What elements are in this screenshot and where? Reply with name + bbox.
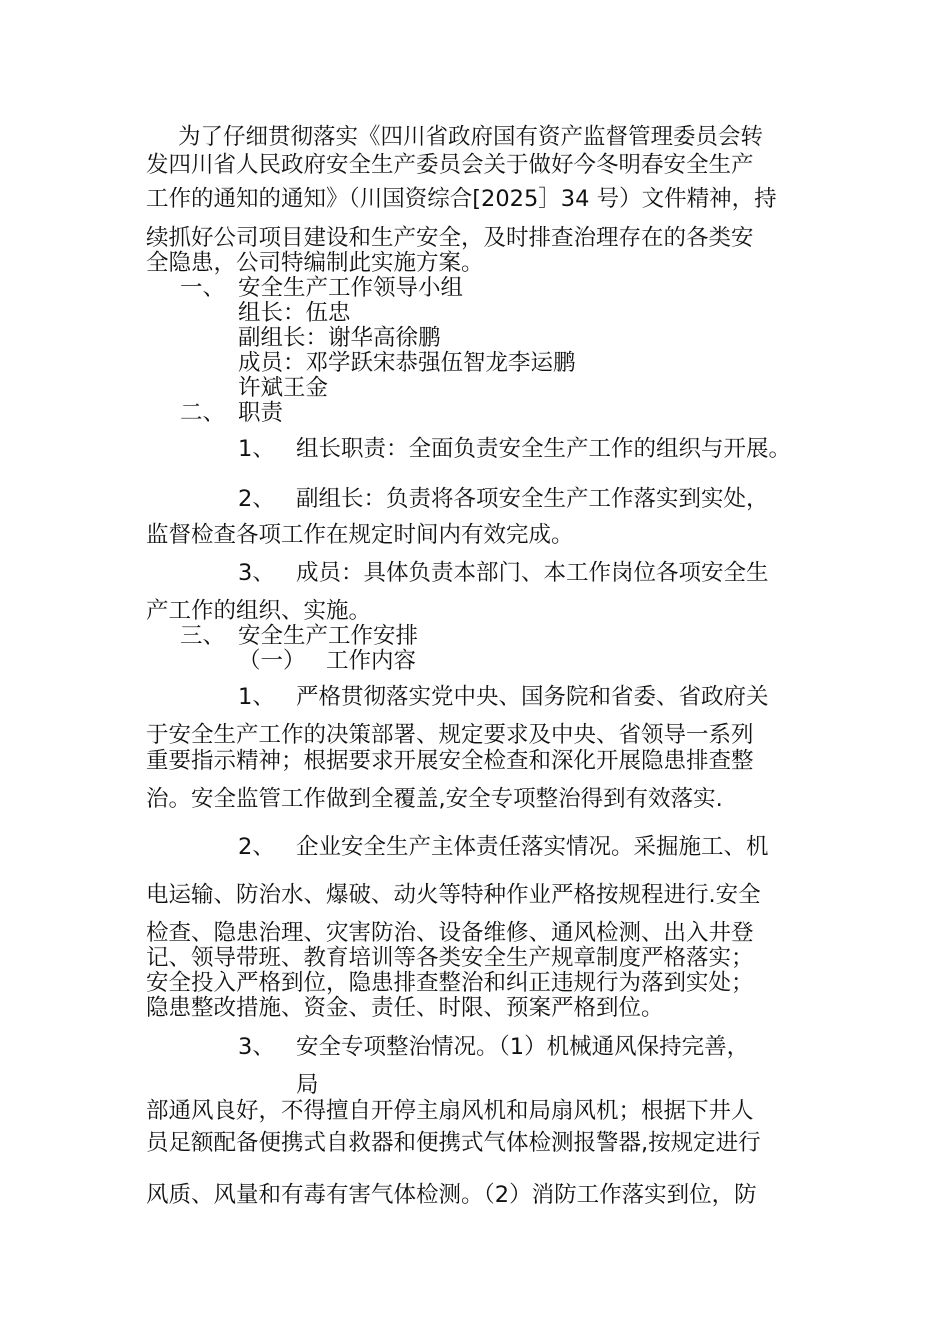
- item-line: 风质、风量和有毒有害气体检测。（2）消防工作落实到位，防: [146, 1182, 757, 1208]
- item-number: 2、: [238, 486, 275, 512]
- item-line: 员足额配备便携式自救器和便携式气体检测报警器,按规定进行: [146, 1130, 761, 1156]
- section-title: 安全生产工作安排: [238, 623, 419, 649]
- group-leader: 组长：伍忠: [238, 300, 351, 326]
- item-number: 3、: [238, 1034, 275, 1060]
- subsection-title: 工作内容: [326, 648, 417, 674]
- intro-line: 为了仔细贯彻落实《四川省政府国有资产监督管理委员会转: [178, 124, 764, 150]
- item-number: 2、: [238, 834, 275, 860]
- item-line: 局: [296, 1072, 319, 1098]
- item-line: 记、领导带班、教育培训等各类安全生产规章制度严格落实；: [146, 945, 754, 971]
- item-line: 安全专项整治情况。（1）机械通风保持完善，: [296, 1034, 750, 1060]
- item-line: 于安全生产工作的决策部署、规定要求及中央、省领导一系列: [146, 722, 754, 748]
- item-line: 安全投入严格到位，隐患排查整治和纠正违规行为落到实处；: [146, 970, 754, 996]
- item-line: 部通风良好，不得擅自开停主扇风机和局扇风机；根据下井人: [146, 1098, 754, 1124]
- section-number: 二、: [180, 400, 226, 426]
- item-line: 副组长：负责将各项安全生产工作落实到实处，: [296, 486, 769, 512]
- item-line: 严格贯彻落实党中央、国务院和省委、省政府关: [296, 684, 769, 710]
- item-number: 3、: [238, 560, 275, 586]
- item-line: 监督检查各项工作在规定时间内有效完成。: [146, 522, 574, 548]
- intro-line: 全隐患，公司特编制此实施方案。: [146, 250, 484, 276]
- section-number: 三、: [180, 623, 226, 649]
- item-line: 治。安全监管工作做到全覆盖,安全专项整治得到有效落实.: [146, 786, 723, 812]
- item-line: 电运输、防治水、爆破、动火等特种作业严格按规程进行.安全: [146, 882, 761, 908]
- subsection-number: （一）: [238, 648, 306, 674]
- item-line: 产工作的组织、实施。: [146, 598, 372, 624]
- item-line: 企业安全生产主体责任落实情况。采掘施工、机: [296, 834, 769, 860]
- section-title: 职责: [238, 400, 284, 426]
- item-line: 隐患整改措施、资金、责任、时限、预案严格到位。: [146, 995, 664, 1021]
- item-line: 组长职责：全面负责安全生产工作的组织与开展。: [296, 436, 792, 462]
- item-line: 检查、隐患治理、灾害防治、设备维修、通风检测、出入井登: [146, 920, 754, 946]
- intro-line: 工作的通知的通知》（川国资综合[2025］34 号）文件精神，持: [146, 186, 777, 212]
- group-members-cont: 许斌王金: [238, 375, 329, 401]
- item-number: 1、: [238, 436, 275, 462]
- group-deputy: 副组长：谢华高徐鹏: [238, 325, 441, 351]
- section-title: 安全生产工作领导小组: [238, 275, 464, 301]
- intro-line: 发四川省人民政府安全生产委员会关于做好今冬明春安全生产: [146, 152, 754, 178]
- intro-line: 续抓好公司项目建设和生产安全，及时排查治理存在的各类安: [146, 225, 754, 251]
- item-line: 成员：具体负责本部门、本工作岗位各项安全生: [296, 560, 769, 586]
- item-line: 重要指示精神；根据要求开展安全检查和深化开展隐患排查整: [146, 748, 754, 774]
- section-number: 一、: [180, 275, 226, 301]
- item-number: 1、: [238, 684, 275, 710]
- group-members: 成员：邓学跃宋恭强伍智龙李运鹏: [238, 350, 576, 376]
